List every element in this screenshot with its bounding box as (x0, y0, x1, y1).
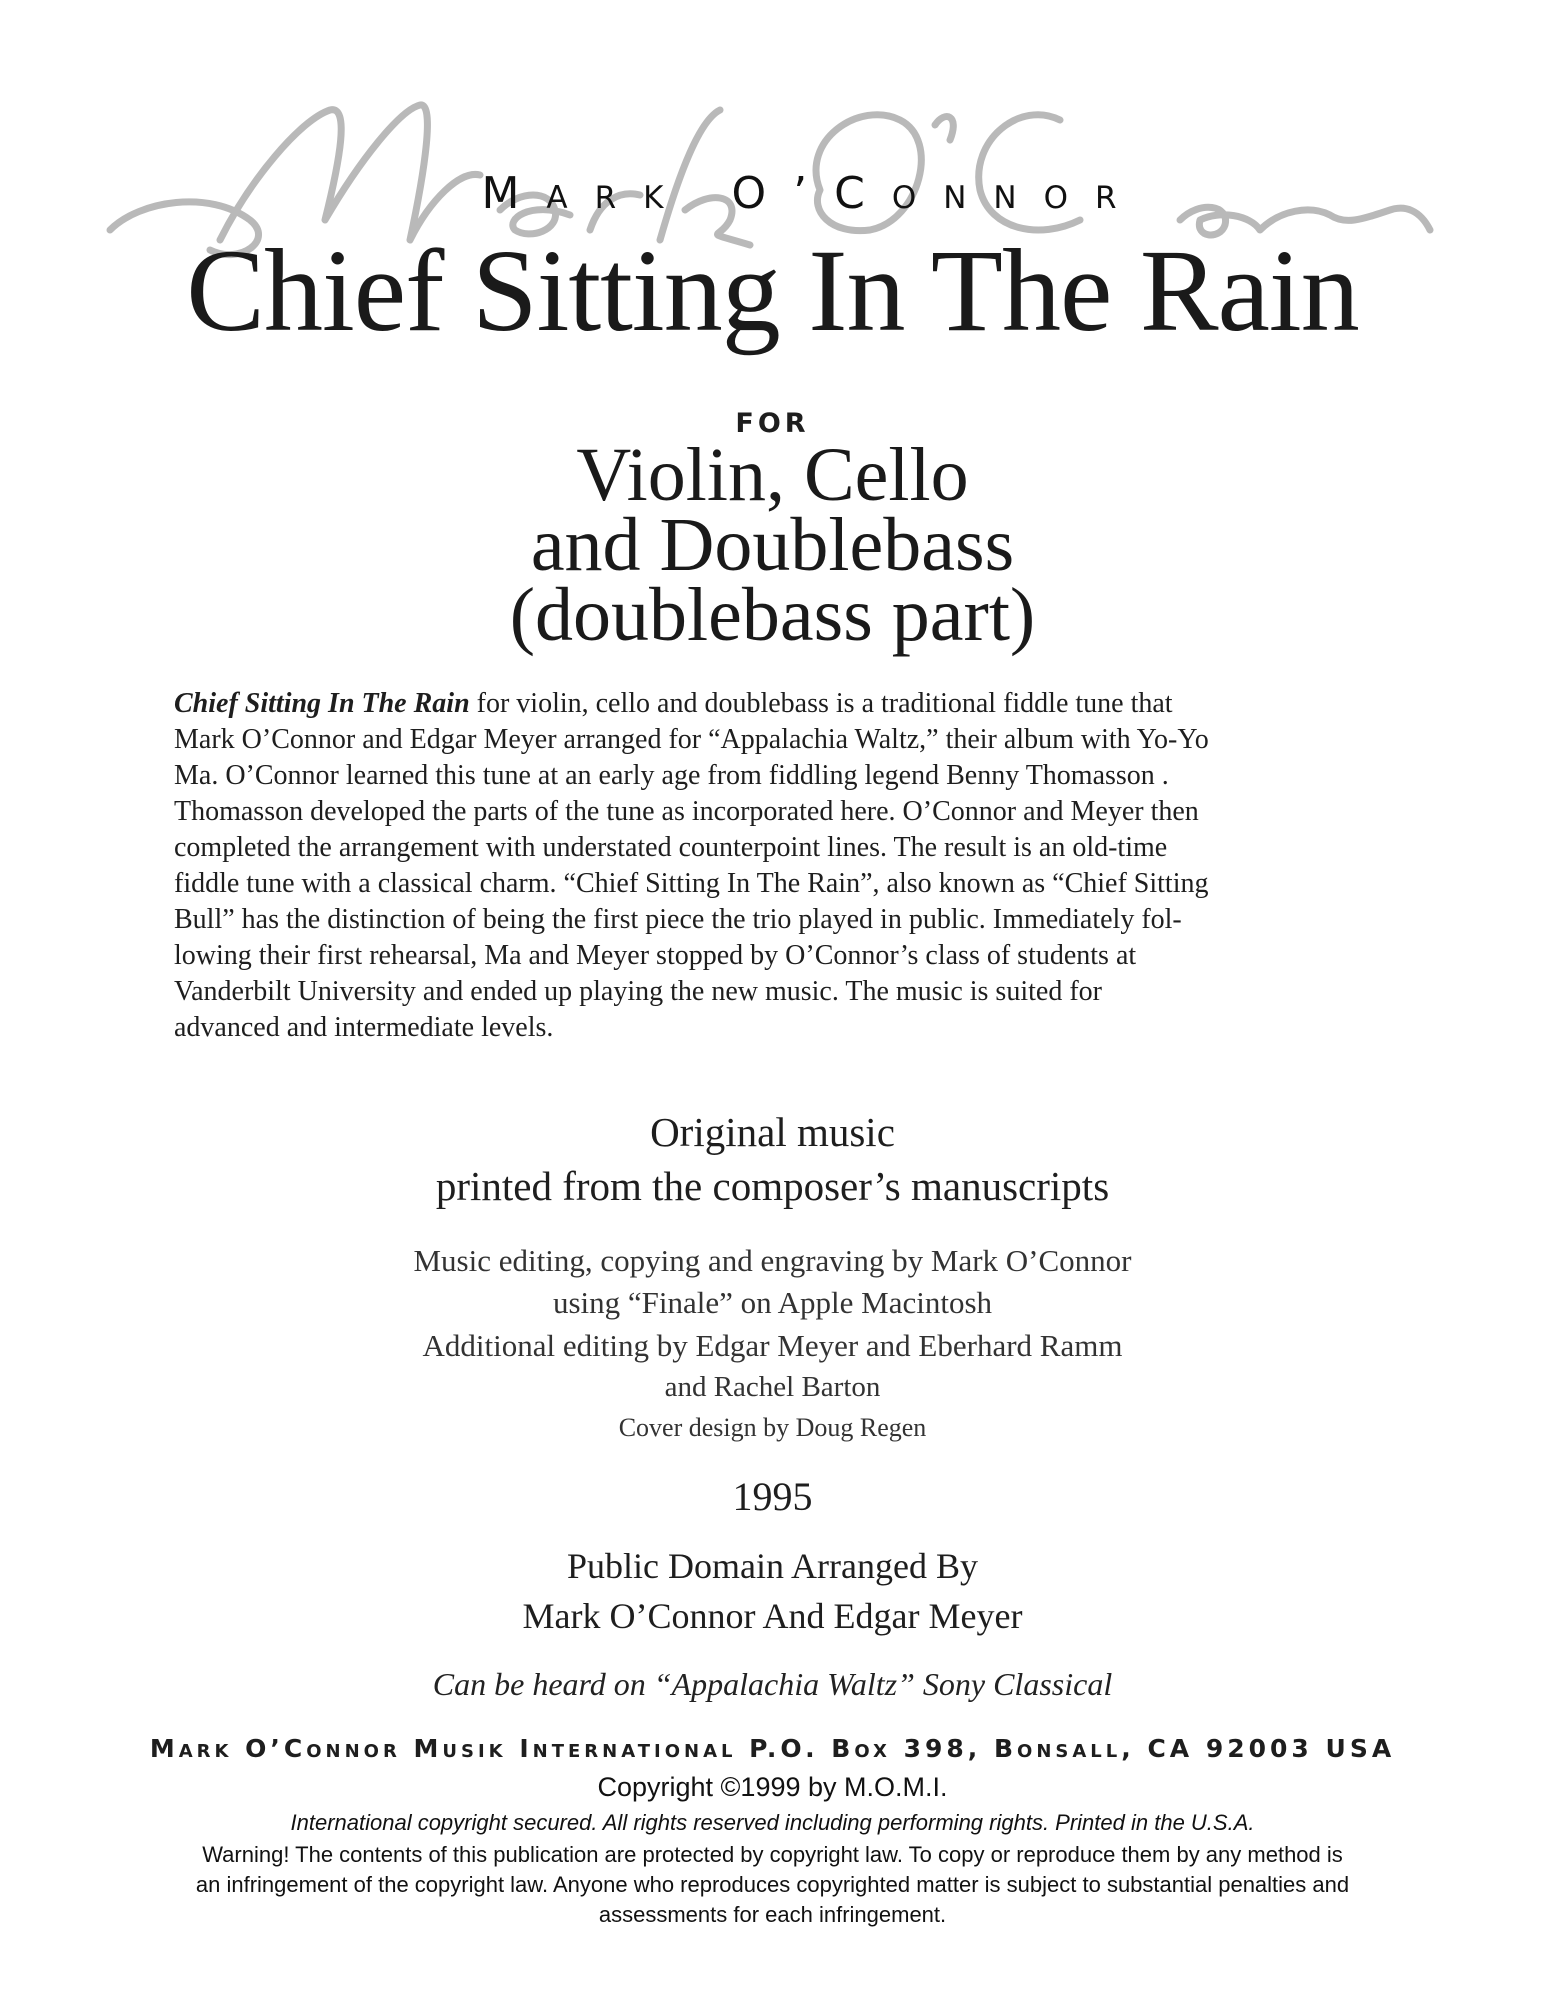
description-line: Vanderbilt University and ended up playing the new music. The music is suited for (174, 976, 1102, 1007)
composer-name: Mark O’Connor (481, 168, 1144, 219)
instrumentation (0, 433, 1545, 657)
copyright-warning (80, 1840, 1465, 1930)
description-line: Bull” has the distinction of being the first piece the trio played in public. Immediately fol- (174, 904, 1182, 935)
credit-software: using “Finale” on Apple Macintosh (552, 1285, 993, 1320)
description-paragraph (174, 686, 1364, 1046)
credit-additional-editing-2: and Rachel Barton (664, 1371, 881, 1403)
description-line: lowing their first rehearsal, Ma and Meyer stopped by O’Connor’s class of students at (174, 940, 1137, 971)
page-title: Chief Sitting In The Rain (186, 225, 1359, 356)
for-label: FOR (735, 408, 810, 439)
copyright-notice: Copyright ©1999 by M.O.M.I. (597, 1772, 948, 1802)
year: 1995 (732, 1474, 813, 1519)
signature-apostrophe (935, 117, 953, 140)
description-line: Thomasson developed the parts of the tune as incorporated here. O’Connor and Meyer then (174, 796, 1199, 827)
credit-additional-editing: Additional editing by Edgar Meyer and Eberhard Ramm (422, 1328, 1123, 1363)
recording-note: Can be heard on “Appalachia Waltz” Sony Classical (432, 1666, 1113, 1702)
description-line: Mark O’Connor and Edgar Meyer arranged for “Appalachia Waltz,” their album with Yo-Yo (174, 724, 1209, 755)
arrangers: Mark O’Connor And Edgar Meyer (522, 1596, 1023, 1636)
credit-cover-design: Cover design by Doug Regen (618, 1413, 927, 1442)
warning-line: assessments for each infringement. (598, 1902, 947, 1927)
credit-editing: Music editing, copying and engraving by Mark O’Connor (413, 1243, 1132, 1278)
instrumentation-line: and Doublebass (530, 503, 1015, 587)
warning-line: Warning! The contents of this publication are protected by copyright law. To copy or reproduce them by any method is (202, 1842, 1343, 1867)
instrumentation-line: (doublebass part) (509, 573, 1036, 657)
description-line: Ma. O’Connor learned this tune at an early age from fiddling legend Benny Thomasson . (174, 760, 1169, 791)
international-copyright: International copyright secured. All rights reserved including performing rights. Printed in the U.S.A. (290, 1810, 1255, 1835)
description-line: fiddle tune with a classical charm. “Chief Sitting In The Rain”, also known as “Chief Sitting (174, 868, 1209, 899)
manuscript-heading: printed from the composer’s manuscripts (435, 1163, 1110, 1209)
description-line (174, 686, 1364, 722)
publisher-address: Mark O’Connor Musik International P.O. Box 398, Bonsall, CA 92003 USA (149, 1734, 1396, 1763)
arrangement-heading: Public Domain Arranged By (567, 1546, 978, 1586)
description-line: advanced and intermediate levels. (174, 1012, 554, 1043)
instrumentation-line: Violin, Cello (576, 433, 969, 517)
original-music-heading: Original music (650, 1109, 895, 1155)
warning-line: an infringement of the copyright law. Anyone who reproduces copyrighted matter is subject to substantial penalties and (195, 1872, 1350, 1897)
description-line: completed the arrangement with understated counterpoint lines. The result is an old-time (174, 832, 1168, 863)
description-tune-name: Chief Sitting In The Rain (174, 688, 470, 719)
description-text: for violin, cello and doublebass is a traditional fiddle tune that (469, 688, 1173, 719)
